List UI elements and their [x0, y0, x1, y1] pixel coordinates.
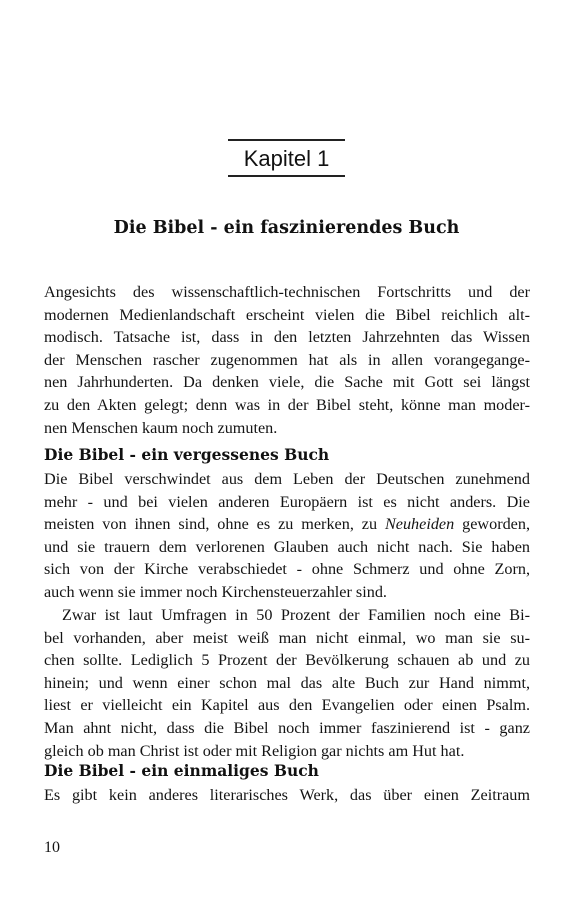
text-line: bel vorhanden, aber meist weiß man nicht einmal, wo man sie su-	[44, 628, 530, 647]
text-line: modisch. Tatsache ist, dass in den letzten Jahrzehnten das Wissen	[44, 328, 530, 347]
section-heading-einmalig: Die Bibel - ein einmaliges Buch	[44, 761, 319, 780]
text-line: Man ahnt nicht, dass die Bibel noch immer faszinierend ist - ganz	[44, 718, 530, 737]
text-line: der Menschen rascher zugenommen hat als in allen vorangegange-	[44, 350, 530, 369]
emphasis-neuheiden: Neuheiden	[384, 515, 455, 534]
text-line: Die Bibel verschwindet aus dem Leben der Deutschen zunehmend	[44, 470, 530, 488]
text-line: nen Menschen kaum noch zumuten.	[44, 418, 278, 437]
text-line: gleich ob man Christ ist oder mit Religion gar nichts am Hut hat.	[44, 741, 465, 760]
text-line: modernen Medienlandschaft erscheint vielen die Bibel reichlich alt-	[44, 305, 530, 324]
chapter-label-box	[228, 139, 345, 177]
text-line: chen sollte. Lediglich 5 Prozent der Bevölkerung schauen ab und zu	[44, 651, 530, 670]
intro-paragraph	[44, 281, 530, 439]
section-heading-vergessen: Die Bibel - ein vergessenes Buch	[44, 445, 330, 464]
text-line: zu den Akten gelegt; denn was in der Bibel steht, könne man moder-	[44, 395, 530, 414]
text-line: sich von der Kirche verabschiedet - ohne Schmerz und ohne Zorn,	[44, 560, 530, 579]
section2-paragraph1	[44, 784, 530, 807]
text-run: geworden,	[454, 515, 531, 534]
text-line: nen Jahrhunderten. Da denken viele, die Sache mit Gott sei längst	[44, 373, 530, 392]
chapter-label: Kapitel 1	[243, 146, 330, 171]
chapter-title: Die Bibel - ein faszinierendes Buch	[113, 218, 460, 238]
text-line: Zwar ist laut Umfragen in 50 Prozent der Familien noch eine Bi-	[62, 606, 530, 624]
text-line: mehr - und bei vielen anderen Europäern ist es nicht anders. Die	[44, 492, 530, 511]
text-line: Angesichts des wissenschaftlich-technischen Fortschritts und der	[44, 283, 530, 301]
text-line: liest er vielleicht ein Kapitel aus den Evangelien oder einen Psalm.	[44, 696, 530, 715]
text-line: hinein; und wenn einer schon mal das alte Buch zur Hand nimmt,	[44, 673, 530, 692]
text-line	[44, 513, 530, 536]
section1-paragraph1	[44, 468, 530, 604]
text-line: und sie trauern dem verlorenen Glauben auch nicht nach. Sie haben	[44, 537, 530, 556]
text-run: meisten von ihnen sind, ohne es zu merken, zu	[44, 515, 385, 534]
text-line: auch wenn sie immer noch Kirchensteuerzahler sind.	[44, 582, 387, 601]
section1-paragraph2	[44, 604, 530, 762]
page-number: 10	[44, 839, 60, 856]
text-line: Es gibt kein anderes literarisches Werk, das über einen Zeitraum	[44, 786, 530, 804]
